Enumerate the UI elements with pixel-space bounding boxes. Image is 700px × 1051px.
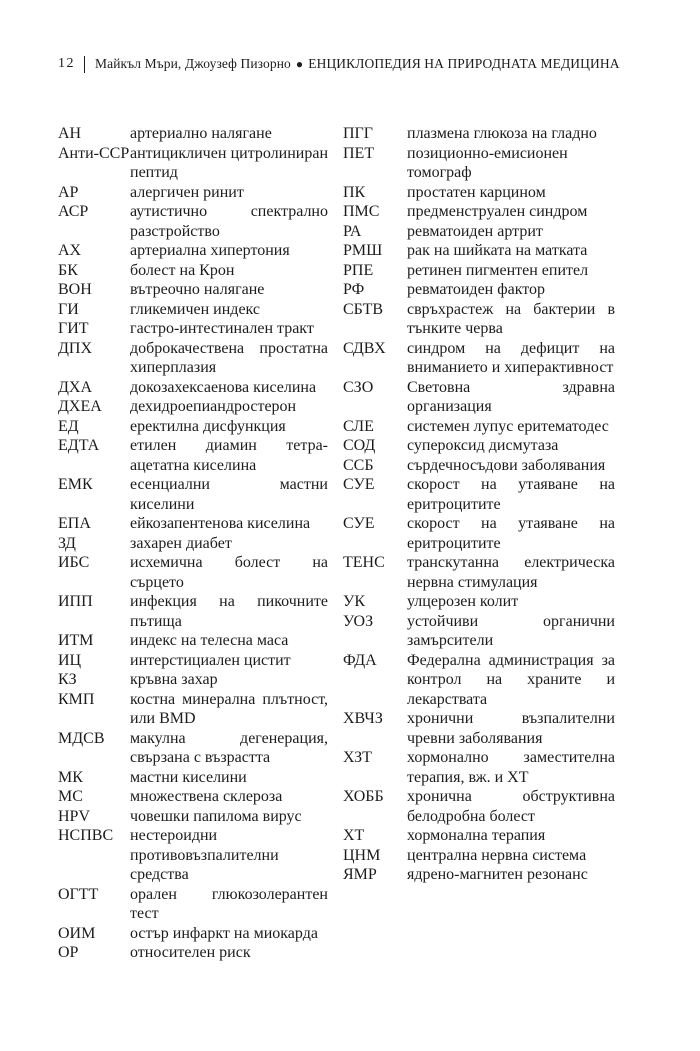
abbreviation-definition: антицикличен цитролиниран пептид	[130, 144, 328, 181]
abbreviation-definition: интерстициален цистит	[130, 651, 291, 669]
abbreviation-entry	[58, 943, 328, 963]
abbreviation-entry	[343, 865, 615, 885]
abbreviation-definition: артериална хипертония	[130, 242, 290, 259]
abbreviation-term: ТЕНС	[343, 554, 385, 571]
abbreviation-term: ХТ	[343, 827, 365, 844]
abbreviation-entry	[58, 826, 328, 885]
abbreviation-definition: свръхрастеж на бактерии в тънките черва	[407, 300, 615, 337]
abbreviation-entry	[343, 514, 615, 553]
abbreviation-term: ЕПА	[58, 515, 91, 532]
abbreviation-definition: артериално налягане	[130, 125, 272, 142]
abbreviation-term: HPV	[58, 807, 91, 825]
abbreviation-entry	[58, 534, 328, 554]
abbreviation-term: ОР	[58, 944, 79, 961]
abbreviation-term: ЕМК	[58, 476, 93, 493]
abbreviation-definition: устойчиви органични замърсители	[407, 612, 615, 649]
abbreviation-term: ОИМ	[58, 924, 96, 942]
abbreviation-definition: еректилна дисфункция	[130, 417, 286, 435]
abbreviation-entry	[343, 300, 615, 339]
abbreviation-entry	[58, 690, 328, 729]
abbreviations-right-column	[343, 124, 615, 885]
abbreviation-entry	[343, 339, 615, 378]
abbreviation-term: ДХЕА	[58, 398, 102, 415]
abbreviation-definition: скорост на утаяване на еритроцитите	[407, 476, 615, 513]
abbreviation-definition: хормонално заместителна терапия, вж. и ХТ	[407, 749, 615, 786]
page-number: 12	[58, 56, 75, 71]
abbreviation-definition: ревматоиден фактор	[407, 281, 546, 298]
abbreviation-term: ДПХ	[58, 339, 93, 357]
abbreviation-term: СБТВ	[343, 300, 384, 318]
abbreviation-entry	[343, 592, 615, 612]
abbreviation-term: ИТМ	[58, 632, 94, 649]
abbreviation-entry	[58, 339, 328, 378]
abbreviation-definition: гастро-интестинален тракт	[130, 320, 314, 337]
abbreviation-term: АР	[58, 183, 79, 201]
abbreviation-term: РМШ	[343, 242, 383, 259]
abbreviation-definition: сърдечносъдови заболявания	[407, 456, 606, 474]
abbreviation-term: ЕД	[58, 417, 79, 435]
abbreviation-definition: болест на Крон	[130, 261, 235, 279]
abbreviation-term: МДСВ	[58, 729, 105, 747]
abbreviation-definition: дехидроепиандростерон	[130, 398, 297, 415]
abbreviation-entry	[58, 475, 328, 514]
abbreviation-definition: относителен риск	[130, 944, 251, 961]
abbreviation-entry	[343, 202, 615, 222]
abbreviation-entry	[343, 826, 615, 846]
abbreviation-entry	[343, 261, 615, 281]
abbreviation-term: ЕДТА	[58, 437, 100, 454]
abbreviation-definition: хронична обструктивна белодробна болест	[407, 788, 615, 825]
abbreviation-definition: инфекция на пикочните пътища	[130, 593, 328, 630]
abbreviation-entry	[343, 417, 615, 437]
abbreviation-definition: вътреочно налягане	[130, 281, 265, 298]
abbreviation-entry	[58, 651, 328, 671]
abbreviation-entry	[58, 787, 328, 807]
abbreviation-term: ПК	[343, 183, 366, 201]
abbreviation-term: МС	[58, 788, 83, 805]
abbreviation-entry	[343, 709, 615, 748]
abbreviation-definition: ретинен пигментен епител	[407, 261, 589, 279]
abbreviation-definition: рак на шийката на матката	[407, 242, 588, 259]
abbreviation-term: КЗ	[58, 671, 77, 688]
abbreviation-entry	[343, 124, 615, 144]
abbreviation-entry	[58, 319, 328, 339]
header-divider	[84, 56, 85, 73]
bullet-icon: ●	[295, 56, 304, 71]
abbreviation-definition: аутистично спектрално разстройство	[130, 203, 328, 240]
abbreviation-term: СУЕ	[343, 476, 375, 493]
running-header	[58, 52, 658, 76]
abbreviation-term: ВОН	[58, 281, 92, 298]
abbreviation-definition: докозахексаенова киселина	[130, 378, 317, 396]
abbreviation-entry	[58, 924, 328, 944]
abbreviation-term: ПМС	[343, 203, 380, 220]
abbreviation-term: ЯМР	[343, 866, 377, 883]
abbreviation-term: ДХА	[58, 378, 93, 396]
abbreviation-term: СДВХ	[343, 339, 386, 357]
abbreviation-term: ИБС	[58, 554, 90, 571]
abbreviation-definition: алергичен ринит	[130, 183, 244, 201]
abbreviation-entry	[343, 280, 615, 300]
abbreviation-entry	[58, 436, 328, 475]
abbreviation-term: РФ	[343, 281, 365, 298]
abbreviation-term: АСР	[58, 203, 89, 220]
abbreviation-term: ФДА	[343, 651, 377, 669]
abbreviation-entry	[343, 651, 615, 710]
abbreviation-definition: Федерална администрация за контрол на храните и лекарствата	[407, 651, 615, 708]
abbreviation-entry	[343, 222, 615, 242]
abbreviation-definition: човешки папилома вирус	[130, 807, 302, 825]
abbreviation-definition: исхемична болест на сърцето	[130, 554, 328, 591]
abbreviation-term: ИЦ	[58, 651, 82, 669]
abbreviation-entry	[58, 807, 328, 827]
abbreviation-definition: остър инфаркт на миокарда	[130, 924, 318, 942]
abbreviation-entry	[343, 241, 615, 261]
abbreviation-entry	[58, 144, 328, 183]
abbreviation-entry	[58, 553, 328, 592]
header-book-title: ЕНЦИКЛОПЕДИЯ НА ПРИРОДНАТА МЕДИЦИНА	[308, 56, 620, 71]
abbreviation-entry	[58, 885, 328, 924]
abbreviation-entry	[343, 612, 615, 651]
abbreviation-entry	[343, 144, 615, 183]
abbreviation-definition: множествена склероза	[130, 788, 283, 805]
abbreviation-definition: плазмена глюкоза на гладно	[407, 125, 597, 142]
abbreviation-entry	[58, 241, 328, 261]
abbreviation-definition: кръвна захар	[130, 671, 218, 688]
abbreviation-term: СУЕ	[343, 515, 375, 532]
abbreviation-definition: ядрено-магнитен резонанс	[407, 866, 588, 883]
abbreviation-definition: улцерозен колит	[407, 593, 519, 610]
abbreviation-entry	[58, 124, 328, 144]
abbreviation-definition: системен лупус еритематодес	[407, 417, 609, 435]
abbreviation-term: ОГТТ	[58, 885, 99, 903]
abbreviation-definition: позиционно-емисионен томограф	[407, 144, 568, 181]
abbreviation-definition: ейкозапентенова киселина	[130, 515, 311, 532]
abbreviations-left-column	[58, 124, 328, 963]
abbreviation-entry	[343, 846, 615, 866]
abbreviation-term: ЦНМ	[343, 846, 381, 864]
abbreviation-definition: синдром на дефицит на вниманието и хиперактивност	[407, 339, 615, 376]
abbreviation-term: РПЕ	[343, 261, 374, 279]
abbreviation-term: ГИ	[58, 300, 79, 318]
abbreviation-term: ССБ	[343, 456, 374, 474]
abbreviation-entry	[58, 670, 328, 690]
abbreviation-definition: хронични възпалителни чревни заболявания	[407, 710, 615, 747]
abbreviation-entry	[343, 183, 615, 203]
abbreviation-entry	[58, 397, 328, 417]
abbreviation-entry	[58, 729, 328, 768]
abbreviation-definition: костна минерална плътност, или BMD	[130, 690, 328, 727]
abbreviation-definition: индекс на телесна маса	[130, 632, 289, 649]
abbreviation-definition: макулна дегенерация, свързана с възрастта	[130, 729, 328, 766]
abbreviation-definition: мастни киселини	[130, 768, 247, 786]
abbreviation-entry	[343, 553, 615, 592]
abbreviation-entry	[343, 456, 615, 476]
abbreviation-definition: доброкачествена простатна хиперплазия	[130, 339, 328, 376]
abbreviation-entry	[343, 475, 615, 514]
abbreviation-term: АН	[58, 125, 82, 142]
abbreviation-definition: централна нервна система	[407, 846, 587, 864]
abbreviation-entry	[58, 514, 328, 534]
abbreviation-term: БК	[58, 261, 78, 279]
abbreviation-definition: Световна здравна организация	[407, 378, 615, 415]
abbreviation-term: СЛЕ	[343, 417, 374, 435]
abbreviation-term: МК	[58, 768, 83, 786]
abbreviation-term: СОД	[343, 437, 376, 454]
abbreviation-term: ХВЧЗ	[343, 710, 383, 727]
abbreviation-definition: скорост на утаяване на еритроцитите	[407, 515, 615, 552]
abbreviation-entry	[58, 592, 328, 631]
abbreviation-entry	[58, 280, 328, 300]
abbreviation-definition: предменструален синдром	[407, 203, 588, 220]
abbreviation-definition: етилен диамин тетра-ацетатна киселина	[130, 437, 328, 474]
abbreviation-entry	[343, 787, 615, 826]
abbreviation-term: ИПП	[58, 593, 93, 610]
abbreviation-definition: транскутанна електрическа нервна стимулация	[407, 554, 615, 591]
abbreviation-entry	[58, 417, 328, 437]
abbreviation-definition: орален глюкозолерантен тест	[130, 885, 328, 922]
abbreviation-definition: ревматоиден артрит	[407, 222, 543, 240]
abbreviation-entry	[58, 183, 328, 203]
header-authors: Майкъл Мъри, Джоузеф Пизорно	[95, 56, 291, 71]
abbreviation-definition: супероксид дисмутаза	[407, 437, 559, 454]
abbreviation-entry	[343, 436, 615, 456]
abbreviation-term: КМП	[58, 690, 95, 708]
abbreviation-entry	[58, 378, 328, 398]
abbreviation-definition: есенциални мастни киселини	[130, 476, 328, 513]
abbreviation-entry	[343, 378, 615, 417]
abbreviation-term: Анти-ССР	[58, 144, 130, 162]
abbreviation-term: ГИТ	[58, 320, 89, 337]
abbreviation-term: АХ	[58, 242, 82, 259]
abbreviation-definition: захарен диабет	[130, 534, 232, 552]
abbreviation-term: ПЕТ	[343, 144, 375, 162]
abbreviation-term: УОЗ	[343, 612, 374, 630]
abbreviation-term: СЗО	[343, 378, 374, 396]
abbreviation-term: ПГГ	[343, 125, 374, 142]
abbreviation-term: ХЗТ	[343, 749, 372, 766]
abbreviation-entry	[58, 261, 328, 281]
abbreviation-term: НСПВС	[58, 827, 114, 844]
abbreviation-term: ХОББ	[343, 788, 384, 805]
abbreviation-term: УК	[343, 593, 365, 610]
abbreviation-entry	[58, 300, 328, 320]
abbreviation-entry	[343, 748, 615, 787]
abbreviation-term: РА	[343, 222, 362, 240]
abbreviation-term: ЗД	[58, 534, 76, 552]
abbreviation-definition: хормонална терапия	[407, 827, 546, 844]
abbreviation-definition: простатен карцином	[407, 183, 546, 201]
abbreviation-entry	[58, 202, 328, 241]
abbreviation-entry	[58, 768, 328, 788]
abbreviation-definition: нестероидни противовъзпалителни средства	[130, 827, 279, 883]
abbreviation-entry	[58, 631, 328, 651]
abbreviation-definition: гликемичен индекс	[130, 300, 261, 318]
